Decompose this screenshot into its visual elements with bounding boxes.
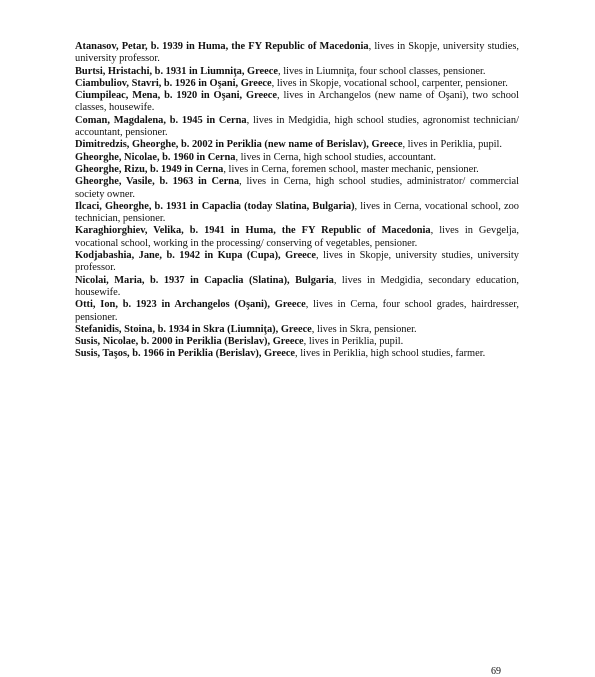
informant-entry bbox=[75, 139, 519, 151]
entry-name: Gheorghe, Rizu, b. 1949 in Cerna bbox=[75, 163, 224, 175]
informant-entry bbox=[75, 275, 519, 300]
entry-name: Gheorghe, Nicolae, b. 1960 in Cerna bbox=[75, 151, 236, 163]
entry-name: Karaghiorghiev, Velika, b. 1941 in Huma, the FY Republic of Macedonia bbox=[75, 225, 431, 237]
entry-details: , lives in Cerna, foremen school, master mechanic, pensioner. bbox=[223, 163, 479, 175]
informant-entry bbox=[75, 115, 519, 140]
entry-details: , lives in Cerna, vocational school, zoo technician, pensioner. bbox=[75, 200, 519, 225]
informant-entry bbox=[75, 78, 519, 90]
page-number: 69 bbox=[491, 666, 501, 677]
informant-entry bbox=[75, 201, 519, 226]
entry-name: Ciumpileac, Mena, b. 1920 in Oşani, Greece bbox=[75, 90, 277, 102]
informant-entry bbox=[75, 41, 519, 66]
entry-details: , lives in Skopje, vocational school, carpenter, pensioner. bbox=[271, 77, 508, 89]
entry-details: , lives in Skopje, university studies, university professor. bbox=[75, 250, 519, 274]
informant-entry bbox=[75, 299, 519, 324]
informant-entry bbox=[75, 336, 519, 348]
entry-details: , lives in Cerna, four school grades, hairdresser, pensioner. bbox=[75, 299, 519, 323]
entry-details: , lives in Medgidia, secondary education, housewife. bbox=[75, 274, 519, 298]
entry-name: Stefanidis, Stoina, b. 1934 in Skra (Liumniţa), Greece bbox=[75, 323, 312, 335]
informant-entry bbox=[75, 90, 519, 115]
entry-details: , lives in Periklia, pupil. bbox=[303, 336, 404, 348]
informant-entry bbox=[75, 324, 519, 336]
entry-name: Atanasov, Petar, b. 1939 in Huma, the FY Republic of Macedonia bbox=[75, 41, 369, 52]
informant-entry bbox=[75, 250, 519, 275]
entry-details: , lives in Gevgelja, vocational school, working in the processing/ conserving of vegetables, pensioner. bbox=[75, 225, 519, 249]
entry-name: Nicolai, Maria, b. 1937 in Capaclia (Slatina), Bulgaria bbox=[75, 274, 334, 286]
entry-details: , lives in Medgidia, high school studies, agronomist technician/ accountant, pensioner. bbox=[75, 114, 519, 139]
entry-details: , lives in Cerna, high school studies, accountant. bbox=[235, 151, 437, 163]
informant-entry bbox=[75, 164, 519, 176]
informant-entry bbox=[75, 176, 519, 201]
informant-entry bbox=[75, 348, 519, 360]
informant-list bbox=[75, 41, 519, 361]
entry-name: Ciambuliov, Stavri, b. 1926 in Oşani, Greece bbox=[75, 77, 272, 89]
entry-details: , lives in Liumniţa, four school classes, pensioner. bbox=[278, 65, 486, 77]
entry-details: , lives in Skra, pensioner. bbox=[311, 323, 417, 335]
entry-name: Dimitredzis, Gheorghe, b. 2002 in Periklia (new name of Berislav), Greece bbox=[75, 139, 403, 151]
informant-entry bbox=[75, 66, 519, 78]
entry-name: Kodjabashia, Jane, b. 1942 in Kupa (Cupa), Greece bbox=[75, 250, 317, 262]
entry-name: Susis, Taşos, b. 1966 in Periklia (Berislav), Greece bbox=[75, 348, 296, 360]
entry-name: Susis, Nicolae, b. 2000 in Periklia (Berislav), Greece bbox=[75, 336, 304, 348]
informant-entry bbox=[75, 225, 519, 250]
entry-name: Ilcaci, Gheorghe, b. 1931 in Capaclia (today Slatina, Bulgaria) bbox=[75, 200, 355, 212]
entry-details: , lives in Archangelos (new name of Oşani), two school classes, housewife. bbox=[75, 90, 520, 114]
entry-name: Burtsi, Hristachi, b. 1931 in Liumniţa, Greece bbox=[75, 65, 278, 77]
entry-details: , lives in Periklia, pupil. bbox=[402, 139, 503, 151]
entry-details: , lives in Skopje, university studies, university professor. bbox=[75, 41, 519, 65]
entry-details: , lives in Periklia, high school studies, farmer. bbox=[295, 348, 486, 360]
informant-entry bbox=[75, 152, 519, 164]
entry-name: Coman, Magdalena, b. 1945 in Cerna bbox=[75, 114, 247, 126]
entry-name: Gheorghe, Vasile, b. 1963 in Cerna bbox=[75, 176, 240, 188]
entry-name: Otti, Ion, b. 1923 in Archangelos (Oşani), Greece bbox=[75, 299, 306, 311]
entry-details: , lives in Cerna, high school studies, administrator/ commercial society owner. bbox=[75, 176, 519, 200]
